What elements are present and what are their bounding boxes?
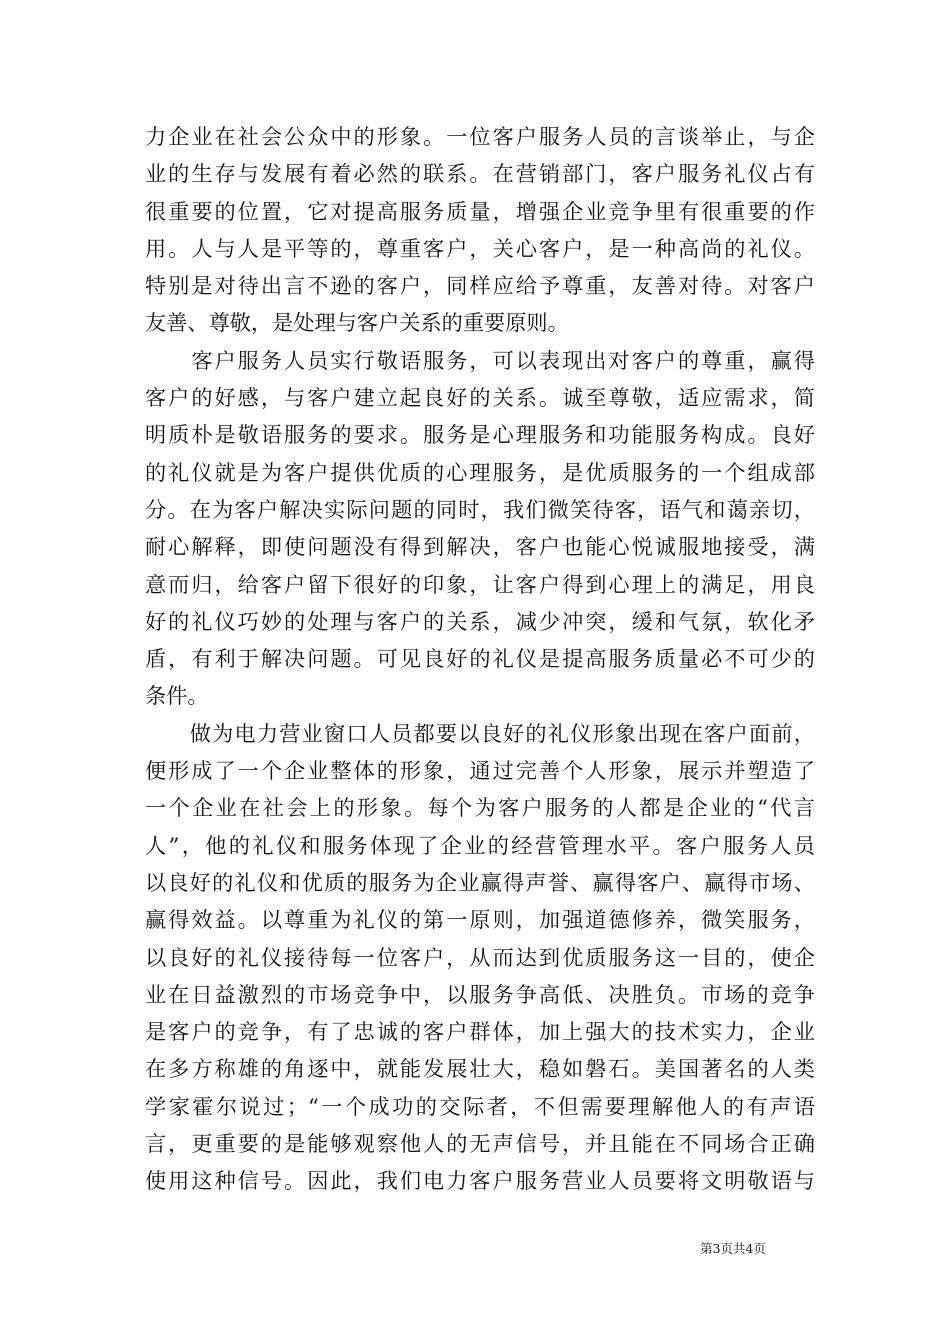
text-line: 一个企业在社会上的形象。每个为客户服务的人都是企业的“代言 [145,795,815,821]
text-line: 分。在为客户解决实际问题的同时，我们微笑待客，语气和蔼亲切， [145,496,815,522]
text-line: 用。人与人是平等的，尊重客户，关心客户，是一种高尚的礼仪。 [145,235,815,261]
text-line: 学家霍尔说过；“一个成功的交际者，不但需要理解他人的有声语 [145,1093,815,1119]
text-line: 以良好的礼仪接待每一位客户，从而达到优质服务这一目的，使企 [145,944,815,970]
page-number: 第3页共4页 [700,1241,766,1256]
text-line: 言，更重要的是能够观察他人的无声信号，并且能在不同场合正确 [145,1131,815,1157]
text-line: 好的礼仪巧妙的处理与客户的关系，减少冲突，缓和气氛，软化矛 [145,608,815,634]
text-line: 友善、尊敬，是处理与客户关系的重要原则。 [145,310,569,336]
text-line: 是客户的竞争，有了忠诚的客户群体，加上强大的技术实力，企业 [145,1019,815,1045]
text-line: 明质朴是敬语服务的要求。服务是心理服务和功能服务构成。良好 [145,422,815,448]
text-line: 业的生存与发展有着必然的联系。在营销部门，客户服务礼仪占有 [145,161,815,187]
text-line: 耐心解释，即使问题没有得到解决，客户也能心悦诚服地接受，满 [145,534,815,560]
text-line: 赢得效益。以尊重为礼仪的第一原则，加强道德修养，微笑服务， [145,907,815,933]
text-line: 业在日益激烈的市场竞争中，以服务争高低、决胜负。市场的竞争 [145,981,815,1007]
text-line: 客户服务人员实行敬语服务，可以表现出对客户的尊重，赢得 [145,347,815,373]
text-line: 使用这种信号。因此，我们电力客户服务营业人员要将文明敬语与 [145,1168,815,1194]
text-line: 做为电力营业窗口人员都要以良好的礼仪形象出现在客户面前， [145,720,815,746]
text-line: 便形成了一个企业整体的形象，通过完善个人形象，展示并塑造了 [145,758,815,784]
text-line: 意而归，给客户留下很好的印象，让客户得到心理上的满足，用良 [145,571,815,597]
text-line: 盾，有利于解决问题。可见良好的礼仪是提高服务质量必不可少的 [145,646,815,672]
text-line: 条件。 [145,683,209,709]
text-line: 在多方称雄的角逐中，就能发展壮大，稳如磐石。美国著名的人类 [145,1056,815,1082]
text-line: 特别是对待出言不逊的客户，同样应给予尊重，友善对待。对客户 [145,273,815,299]
text-line: 以良好的礼仪和优质的服务为企业赢得声誉、赢得客户、赢得市场、 [145,869,815,895]
text-line: 力企业在社会公众中的形象。一位客户服务人员的言谈举止，与企 [145,124,815,149]
text-line: 很重要的位置，它对提高服务质量，增强企业竞争里有很重要的作 [145,198,815,224]
text-line: 的礼仪就是为客户提供优质的心理服务，是优质服务的一个组成部 [145,459,815,485]
text-line: 客户的好感，与客户建立起良好的关系。诚至尊敬，适应需求，简 [145,385,815,411]
body-text [145,118,815,1200]
text-line: 人”，他的礼仪和服务体现了企业的经营管理水平。客户服务人员 [145,832,815,858]
